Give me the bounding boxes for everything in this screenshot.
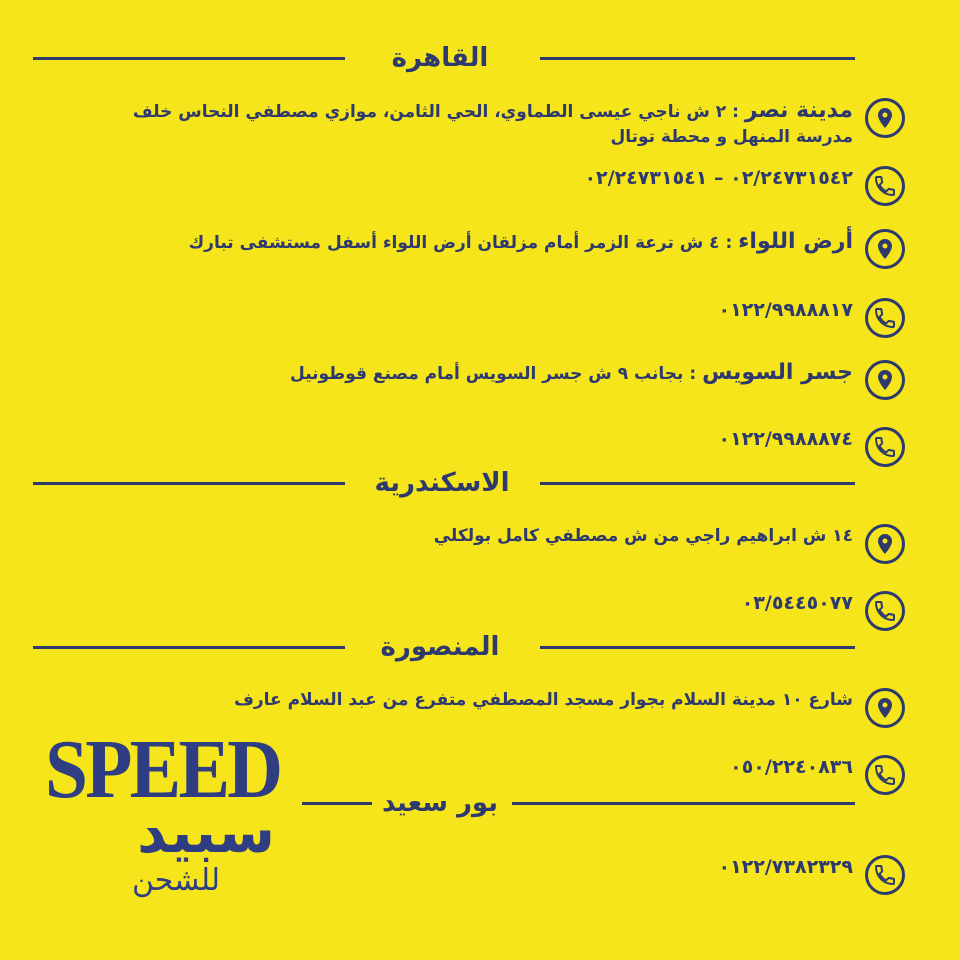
branch-nasr-city-address: [133, 98, 905, 150]
address-line: مدرسة المنهل و محطة توتال: [610, 127, 853, 147]
phone-icon[interactable]: [865, 855, 905, 895]
phone-number[interactable]: ٠١٢٢/٩٩٨٨٨٧٤: [718, 428, 853, 450]
divider-line: [33, 482, 345, 485]
map-pin-icon: [865, 360, 905, 400]
area-name: أرض اللواء: [738, 229, 853, 254]
map-pin-icon: [865, 524, 905, 564]
branch-gesr-el-suez-phone: [718, 427, 905, 467]
branch-ard-el-lewa-address: [189, 229, 905, 269]
map-pin-icon: [865, 98, 905, 138]
section-header-cairo: [0, 38, 960, 78]
address-text: ١٤ ش ابراهيم راجي من ش مصطفي كامل بولكلي: [433, 526, 853, 546]
phone-number[interactable]: ٠١٢٢/٩٩٨٨٨١٧: [718, 299, 853, 321]
address-line: : ٤ ش ترعة الزمر أمام مزلقان أرض اللواء أسفل مستشفى تبارك: [188, 233, 733, 253]
section-title-alexandria: الاسكندرية: [374, 468, 510, 498]
logo-arabic-name: سبيد: [137, 798, 275, 866]
map-pin-icon: [865, 688, 905, 728]
logo-english-text: SPEED: [45, 723, 281, 816]
phone-icon[interactable]: [865, 591, 905, 631]
section-title-mansoura: المنصورة: [380, 632, 500, 662]
phone-number[interactable]: ٠٣/٥٤٤٥٠٧٧: [741, 592, 853, 614]
branch-nasr-city-phone: [584, 166, 905, 206]
speed-logo: [45, 725, 290, 901]
branch-gesr-el-suez-address: [290, 360, 905, 400]
branch-ard-el-lewa-phone: [718, 298, 905, 338]
logo-arabic-tagline: للشحن: [131, 863, 220, 898]
area-name: مدينة نصر: [744, 98, 853, 123]
branch-port-said-phone: [718, 855, 905, 895]
divider-line: [512, 802, 855, 805]
branch-alexandria-address: [434, 524, 905, 564]
address-line: : بجانب ٩ ش جسر السويس أمام مصنع قوطونيل: [290, 364, 697, 384]
address-line: : ٢ ش ناجي عيسى الطماوي، الحي الثامن، موازي مصطفي النحاس خلف: [132, 102, 739, 122]
address-text: شارع ١٠ مدينة السلام بجوار مسجد المصطفي متفرع من عبد السلام عارف: [234, 690, 853, 710]
section-header-alexandria: [0, 463, 960, 503]
phone-icon[interactable]: [865, 427, 905, 467]
section-title-port-said: بور سعيد: [382, 788, 498, 818]
phone-number[interactable]: ٠٢/٢٤٧٣١٥٤٢ – ٠٢/٢٤٧٣١٥٤١: [584, 167, 853, 189]
section-title-cairo: القاهرة: [391, 43, 489, 73]
divider-line: [540, 646, 855, 649]
divider-line: [302, 802, 372, 805]
divider-line: [33, 57, 345, 60]
phone-number[interactable]: ٠٥٠/٢٢٤٠٨٣٦: [730, 756, 853, 778]
phone-number[interactable]: ٠١٢٢/٧٣٨٢٣٢٩: [718, 856, 853, 878]
area-name: جسر السويس: [702, 360, 853, 385]
section-header-mansoura: [0, 627, 960, 667]
divider-line: [33, 646, 345, 649]
divider-line: [540, 57, 855, 60]
branch-alexandria-phone: [742, 591, 905, 631]
address-text: [133, 98, 853, 150]
divider-line: [540, 482, 855, 485]
address-text: [290, 360, 853, 387]
address-text: [189, 229, 853, 256]
branch-mansoura-address: [234, 688, 905, 728]
map-pin-icon: [865, 229, 905, 269]
phone-icon[interactable]: [865, 166, 905, 206]
phone-icon[interactable]: [865, 298, 905, 338]
